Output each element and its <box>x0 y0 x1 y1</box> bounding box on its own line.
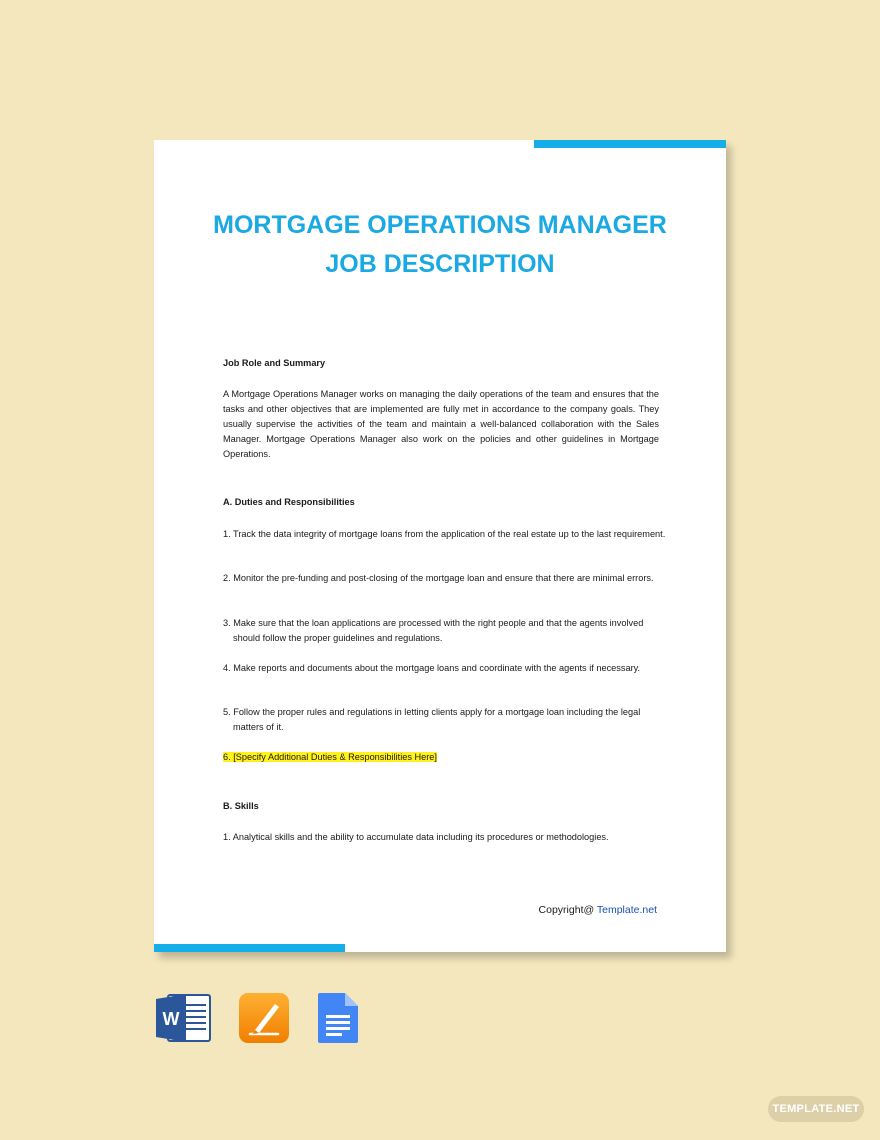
duties-heading: A. Duties and Responsibilities <box>223 497 355 507</box>
skills-heading: B. Skills <box>223 801 259 811</box>
summary-paragraph: A Mortgage Operations Manager works on managing the daily operations of the team and ensures that the tasks and other objectives that are implemented are fully met in accordance to the company goals. They usually supervise the activities of the team and maintain a well-balanced collaboration with the Sales Manager. Mortgage Operations Manager also work on the policies and other guidelines in Mortgage Operations. <box>223 389 659 459</box>
duty-item-4: 4. Make reports and documents about the mortgage loans and coordinate with the agents if necessary. <box>223 663 641 673</box>
accent-bar-bottom <box>154 944 345 952</box>
title-line-2: JOB DESCRIPTION <box>325 250 555 278</box>
pages-icon[interactable] <box>238 992 290 1044</box>
duty-item-6-placeholder <box>223 750 659 765</box>
copyright-link[interactable]: Template.net <box>596 904 657 916</box>
copyright-prefix: Copyright@ <box>538 904 597 916</box>
google-docs-icon[interactable] <box>316 992 360 1044</box>
document-page <box>154 140 726 952</box>
accent-bar-top <box>534 140 726 148</box>
word-icon[interactable] <box>154 992 212 1044</box>
duty-item-5: 5. Follow the proper rules and regulations in letting clients apply for a mortgage loan including the legal matters of it. <box>223 707 641 732</box>
skill-item-1: 1. Analytical skills and the ability to accumulate data including its procedures or methodologies. <box>223 832 609 842</box>
svg-text:W: W <box>162 1009 180 1029</box>
duty-item-1: 1. Track the data integrity of mortgage loans from the application of the real estate up to the last requirement. <box>223 529 666 539</box>
duty-item-2: 2. Monitor the pre-funding and post-closing of the mortgage loan and ensure that there are minimal errors. <box>223 573 654 583</box>
copyright-line <box>539 904 657 916</box>
duty-item-3: 3. Make sure that the loan applications are processed with the right people and that the agents involved should follow the proper guidelines and regulations. <box>223 618 644 643</box>
summary-heading: Job Role and Summary <box>223 358 326 368</box>
document-title <box>154 206 726 284</box>
highlighted-placeholder: 6. [Specify Additional Duties & Responsibilities Here] <box>223 752 437 762</box>
template-net-badge[interactable]: TEMPLATE.NET <box>768 1096 864 1122</box>
title-line-1: MORTGAGE OPERATIONS MANAGER <box>213 211 667 239</box>
